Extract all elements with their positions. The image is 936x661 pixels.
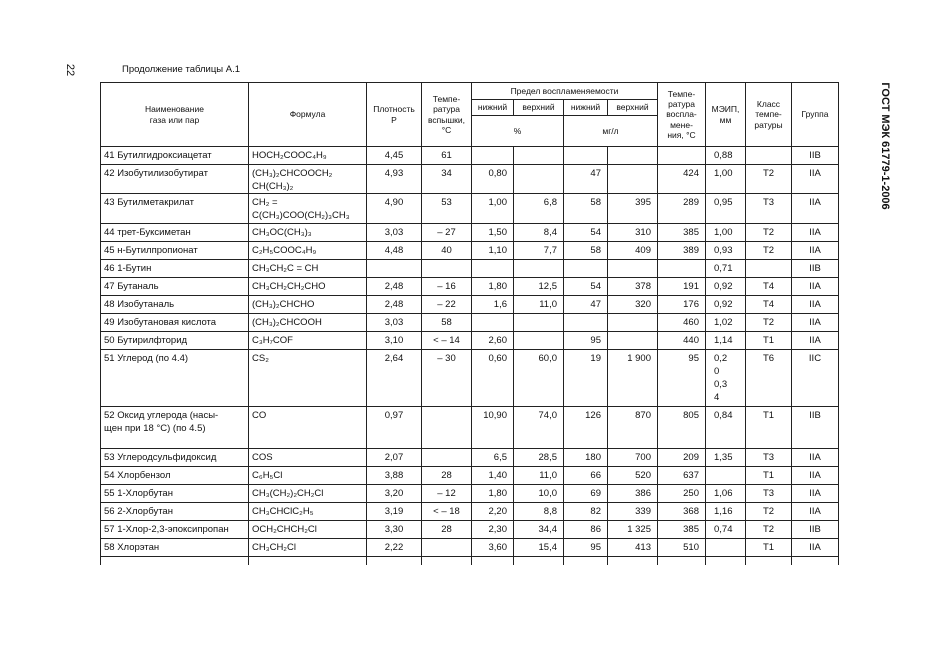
row-lower-mgl: 47 bbox=[564, 296, 608, 314]
row-density: 3,10 bbox=[367, 332, 422, 350]
row-formula: C₃H₇COF bbox=[249, 332, 367, 350]
row-temp-class: T4 bbox=[746, 296, 792, 314]
row-temp-class: T2 bbox=[746, 242, 792, 260]
row-group: IIA bbox=[792, 467, 839, 485]
row-lower-pct bbox=[472, 260, 514, 278]
table-row bbox=[101, 260, 839, 278]
row-name: 46 1-Бутин bbox=[101, 260, 249, 278]
row-group: IIA bbox=[792, 485, 839, 503]
row-ignition-temp: 289 bbox=[658, 194, 706, 224]
row-ignition-temp: 95 bbox=[658, 350, 706, 407]
row-ignition-temp: 385 bbox=[658, 224, 706, 242]
table-row-empty bbox=[101, 557, 839, 565]
row-density: 4,90 bbox=[367, 194, 422, 224]
row-upper-pct bbox=[514, 260, 564, 278]
row-flash-point: 40 bbox=[422, 242, 472, 260]
table-row bbox=[101, 165, 839, 194]
row-upper-pct: 6,8 bbox=[514, 194, 564, 224]
row-temp-class: T4 bbox=[746, 278, 792, 296]
row-flash-point: – 12 bbox=[422, 485, 472, 503]
header-name: Наименование газа или пар bbox=[101, 83, 249, 147]
row-temp-class: T2 bbox=[746, 224, 792, 242]
row-upper-mgl: 378 bbox=[608, 278, 658, 296]
row-lower-pct: 1,00 bbox=[472, 194, 514, 224]
row-upper-mgl: 413 bbox=[608, 539, 658, 557]
row-name: 45 н-Бутилпропионат bbox=[101, 242, 249, 260]
table-row bbox=[101, 278, 839, 296]
row-mesg: 1,35 bbox=[706, 449, 746, 467]
row-formula: CH₃CHClC₂H₅ bbox=[249, 503, 367, 521]
row-density: 3,19 bbox=[367, 503, 422, 521]
row-group: IIA bbox=[792, 242, 839, 260]
row-upper-mgl: 870 bbox=[608, 407, 658, 449]
row-upper-pct bbox=[514, 314, 564, 332]
row-ignition-temp: 805 bbox=[658, 407, 706, 449]
row-density: 0,97 bbox=[367, 407, 422, 449]
row-upper-pct bbox=[514, 147, 564, 165]
row-formula: (CH₃)₂CHCOOCH₂ CH(CH₃)₂ bbox=[249, 165, 367, 194]
row-ignition-temp: 510 bbox=[658, 539, 706, 557]
row-mesg: 1,16 bbox=[706, 503, 746, 521]
row-mesg: 0,92 bbox=[706, 296, 746, 314]
row-lower-pct: 0,80 bbox=[472, 165, 514, 194]
row-group: IIВ bbox=[792, 521, 839, 539]
table-row bbox=[101, 449, 839, 467]
row-flash-point bbox=[422, 539, 472, 557]
row-upper-pct bbox=[514, 165, 564, 194]
row-flash-point: < – 18 bbox=[422, 503, 472, 521]
row-formula: CH₃(CH₂)₂CH₂Cl bbox=[249, 485, 367, 503]
row-mesg: 0,74 bbox=[706, 521, 746, 539]
empty-cell bbox=[472, 557, 514, 565]
row-ignition-temp: 209 bbox=[658, 449, 706, 467]
header-upper-pct: верхний bbox=[514, 100, 564, 116]
row-flash-point: 28 bbox=[422, 467, 472, 485]
row-name: 53 Углеродсульфидоксид bbox=[101, 449, 249, 467]
row-flash-point: 28 bbox=[422, 521, 472, 539]
row-ignition-temp: 176 bbox=[658, 296, 706, 314]
table-row bbox=[101, 521, 839, 539]
row-ignition-temp: 389 bbox=[658, 242, 706, 260]
table-row bbox=[101, 350, 839, 407]
row-upper-mgl bbox=[608, 314, 658, 332]
row-formula: CH₃CH₂CH₂CHO bbox=[249, 278, 367, 296]
gas-properties-table bbox=[100, 82, 839, 565]
row-lower-pct: 1,50 bbox=[472, 224, 514, 242]
row-density bbox=[367, 260, 422, 278]
row-name: 52 Оксид углерода (насы- щен при 18 °С) (по 4.5) bbox=[101, 407, 249, 449]
row-mesg: 1,14 bbox=[706, 332, 746, 350]
row-density: 4,48 bbox=[367, 242, 422, 260]
row-flash-point: 53 bbox=[422, 194, 472, 224]
row-group: IIВ bbox=[792, 147, 839, 165]
row-mesg: 0,95 bbox=[706, 194, 746, 224]
row-group: IIA bbox=[792, 165, 839, 194]
row-lower-pct: 6,5 bbox=[472, 449, 514, 467]
row-lower-mgl: 66 bbox=[564, 467, 608, 485]
row-upper-pct: 11,0 bbox=[514, 467, 564, 485]
empty-cell bbox=[101, 557, 249, 565]
row-name: 56 2-Хлорбутан bbox=[101, 503, 249, 521]
row-name: 57 1-Хлор-2,3-эпоксипропан bbox=[101, 521, 249, 539]
row-formula: (CH₃)₂CHCOOH bbox=[249, 314, 367, 332]
row-group: IIA bbox=[792, 278, 839, 296]
table-row bbox=[101, 407, 839, 449]
header-ignition-temp: Темпе- ратура воспла- мене- ния, °С bbox=[658, 83, 706, 147]
row-group: IIВ bbox=[792, 407, 839, 449]
row-mesg bbox=[706, 539, 746, 557]
row-lower-mgl: 58 bbox=[564, 194, 608, 224]
row-flash-point bbox=[422, 260, 472, 278]
row-name: 44 трет-Буксиметан bbox=[101, 224, 249, 242]
row-upper-mgl: 310 bbox=[608, 224, 658, 242]
row-lower-mgl: 86 bbox=[564, 521, 608, 539]
row-group: IIC bbox=[792, 350, 839, 407]
row-lower-mgl: 95 bbox=[564, 539, 608, 557]
table-row bbox=[101, 224, 839, 242]
table-row bbox=[101, 147, 839, 165]
page-number: 22 bbox=[64, 63, 77, 77]
row-flash-point: 58 bbox=[422, 314, 472, 332]
row-temp-class: T6 bbox=[746, 350, 792, 407]
row-mesg: 1,06 bbox=[706, 485, 746, 503]
row-formula: C₆H₅Cl bbox=[249, 467, 367, 485]
row-name: 48 Изобутаналь bbox=[101, 296, 249, 314]
row-lower-pct: 1,80 bbox=[472, 485, 514, 503]
row-mesg bbox=[706, 467, 746, 485]
row-temp-class: T1 bbox=[746, 332, 792, 350]
row-upper-mgl: 700 bbox=[608, 449, 658, 467]
row-flash-point: – 22 bbox=[422, 296, 472, 314]
row-ignition-temp bbox=[658, 147, 706, 165]
row-name: 58 Хлорэтан bbox=[101, 539, 249, 557]
header-group: Группа bbox=[792, 83, 839, 147]
empty-cell bbox=[792, 557, 839, 565]
row-lower-mgl: 180 bbox=[564, 449, 608, 467]
row-formula: C₂H₅COOC₄H₉ bbox=[249, 242, 367, 260]
table-row bbox=[101, 296, 839, 314]
header-upper-mgl: верхний bbox=[608, 100, 658, 116]
row-group: IIA bbox=[792, 539, 839, 557]
row-group: IIA bbox=[792, 449, 839, 467]
row-formula: CH₃CH₂C = CH bbox=[249, 260, 367, 278]
row-upper-pct: 60,0 bbox=[514, 350, 564, 407]
table-row bbox=[101, 503, 839, 521]
row-flash-point bbox=[422, 407, 472, 449]
row-upper-mgl bbox=[608, 165, 658, 194]
row-temp-class: T2 bbox=[746, 314, 792, 332]
row-density: 4,45 bbox=[367, 147, 422, 165]
empty-cell bbox=[706, 557, 746, 565]
empty-cell bbox=[608, 557, 658, 565]
row-lower-pct: 1,10 bbox=[472, 242, 514, 260]
row-upper-mgl: 395 bbox=[608, 194, 658, 224]
row-upper-mgl: 1 325 bbox=[608, 521, 658, 539]
row-group: IIA bbox=[792, 332, 839, 350]
header-mesg: МЭИП, мм bbox=[706, 83, 746, 147]
row-lower-mgl: 54 bbox=[564, 278, 608, 296]
row-mesg: 0,84 bbox=[706, 407, 746, 449]
row-mesg: 1,00 bbox=[706, 224, 746, 242]
row-flash-point: < – 14 bbox=[422, 332, 472, 350]
row-upper-pct: 34,4 bbox=[514, 521, 564, 539]
row-group: IIA bbox=[792, 194, 839, 224]
row-name: 43 Бутилметакрилат bbox=[101, 194, 249, 224]
row-upper-pct: 7,7 bbox=[514, 242, 564, 260]
row-ignition-temp: 460 bbox=[658, 314, 706, 332]
row-temp-class: T1 bbox=[746, 407, 792, 449]
row-lower-pct: 10,90 bbox=[472, 407, 514, 449]
row-density: 4,93 bbox=[367, 165, 422, 194]
row-lower-mgl bbox=[564, 260, 608, 278]
header-lower-mgl: нижний bbox=[564, 100, 608, 116]
row-upper-mgl bbox=[608, 260, 658, 278]
row-lower-pct: 0,60 bbox=[472, 350, 514, 407]
row-lower-mgl: 19 bbox=[564, 350, 608, 407]
header-density: Плотность P bbox=[367, 83, 422, 147]
header-formula: Формула bbox=[249, 83, 367, 147]
row-upper-mgl: 320 bbox=[608, 296, 658, 314]
row-formula: CH₂ = C(CH₃)COO(CH₂)₃CH₃ bbox=[249, 194, 367, 224]
row-formula: (CH₃)₂CHCHO bbox=[249, 296, 367, 314]
row-mesg: 0,71 bbox=[706, 260, 746, 278]
row-mesg: 0,92 bbox=[706, 278, 746, 296]
row-formula: CH₃CH₂Cl bbox=[249, 539, 367, 557]
row-upper-pct: 8,8 bbox=[514, 503, 564, 521]
row-temp-class bbox=[746, 260, 792, 278]
row-density: 2,64 bbox=[367, 350, 422, 407]
row-upper-mgl bbox=[608, 147, 658, 165]
row-upper-pct: 28,5 bbox=[514, 449, 564, 467]
row-group: IIВ bbox=[792, 260, 839, 278]
row-mesg: 0,88 bbox=[706, 147, 746, 165]
row-upper-mgl: 339 bbox=[608, 503, 658, 521]
empty-cell bbox=[746, 557, 792, 565]
row-density: 3,30 bbox=[367, 521, 422, 539]
row-name: 49 Изобутановая кислота bbox=[101, 314, 249, 332]
table-row bbox=[101, 332, 839, 350]
row-temp-class: T2 bbox=[746, 503, 792, 521]
row-formula: CH₃OC(CH₃)₃ bbox=[249, 224, 367, 242]
row-density: 3,20 bbox=[367, 485, 422, 503]
row-lower-mgl bbox=[564, 147, 608, 165]
row-upper-mgl bbox=[608, 332, 658, 350]
row-temp-class: T3 bbox=[746, 449, 792, 467]
row-density: 2,48 bbox=[367, 278, 422, 296]
row-flash-point: 61 bbox=[422, 147, 472, 165]
row-name: 55 1-Хлорбутан bbox=[101, 485, 249, 503]
row-lower-mgl: 54 bbox=[564, 224, 608, 242]
row-temp-class: T2 bbox=[746, 521, 792, 539]
table-caption: Продолжение таблицы А.1 bbox=[122, 64, 241, 75]
row-flash-point bbox=[422, 449, 472, 467]
row-lower-mgl: 69 bbox=[564, 485, 608, 503]
row-density: 3,88 bbox=[367, 467, 422, 485]
row-lower-pct: 2,20 bbox=[472, 503, 514, 521]
row-density: 2,48 bbox=[367, 296, 422, 314]
row-lower-mgl: 58 bbox=[564, 242, 608, 260]
row-mesg: 1,00 bbox=[706, 165, 746, 194]
row-lower-pct: 1,6 bbox=[472, 296, 514, 314]
table-row bbox=[101, 194, 839, 224]
header-temp-class: Класс темпе- ратуры bbox=[746, 83, 792, 147]
empty-cell bbox=[658, 557, 706, 565]
row-temp-class: T2 bbox=[746, 165, 792, 194]
row-formula: CS₂ bbox=[249, 350, 367, 407]
row-lower-pct: 2,60 bbox=[472, 332, 514, 350]
row-group: IIA bbox=[792, 314, 839, 332]
row-formula: OCH₂CHCH₂Cl bbox=[249, 521, 367, 539]
empty-cell bbox=[249, 557, 367, 565]
row-lower-pct: 2,30 bbox=[472, 521, 514, 539]
empty-cell bbox=[514, 557, 564, 565]
row-flash-point: – 16 bbox=[422, 278, 472, 296]
table-row bbox=[101, 242, 839, 260]
table-row bbox=[101, 467, 839, 485]
row-group: IIA bbox=[792, 503, 839, 521]
row-mesg: 1,02 bbox=[706, 314, 746, 332]
row-name: 47 Бутаналь bbox=[101, 278, 249, 296]
row-name: 54 Хлорбензол bbox=[101, 467, 249, 485]
row-formula: CO bbox=[249, 407, 367, 449]
row-density: 2,22 bbox=[367, 539, 422, 557]
row-lower-pct bbox=[472, 147, 514, 165]
row-upper-pct: 15,4 bbox=[514, 539, 564, 557]
header-lower-pct: нижний bbox=[472, 100, 514, 116]
row-temp-class: T3 bbox=[746, 194, 792, 224]
row-lower-mgl bbox=[564, 314, 608, 332]
row-upper-pct: 11,0 bbox=[514, 296, 564, 314]
table-row bbox=[101, 314, 839, 332]
row-ignition-temp: 368 bbox=[658, 503, 706, 521]
row-upper-pct: 74,0 bbox=[514, 407, 564, 449]
row-upper-mgl: 409 bbox=[608, 242, 658, 260]
row-lower-mgl: 126 bbox=[564, 407, 608, 449]
row-mesg: 0,2 0 0,3 4 bbox=[706, 350, 746, 407]
row-group: IIA bbox=[792, 224, 839, 242]
row-ignition-temp: 440 bbox=[658, 332, 706, 350]
empty-cell bbox=[367, 557, 422, 565]
table-row bbox=[101, 485, 839, 503]
row-temp-class: T1 bbox=[746, 539, 792, 557]
row-ignition-temp: 250 bbox=[658, 485, 706, 503]
row-upper-pct: 8,4 bbox=[514, 224, 564, 242]
row-formula: HOCH₂COOC₄H₉ bbox=[249, 147, 367, 165]
row-name: 41 Бутилгидроксиацетат bbox=[101, 147, 249, 165]
row-ignition-temp: 424 bbox=[658, 165, 706, 194]
empty-cell bbox=[422, 557, 472, 565]
row-temp-class: T3 bbox=[746, 485, 792, 503]
row-upper-pct: 12,5 bbox=[514, 278, 564, 296]
row-upper-mgl: 386 bbox=[608, 485, 658, 503]
header-percent-unit: % bbox=[472, 116, 564, 147]
header-mgl-unit: мг/л bbox=[564, 116, 658, 147]
row-name: 42 Изобутилизобутират bbox=[101, 165, 249, 194]
row-upper-pct bbox=[514, 332, 564, 350]
row-ignition-temp: 385 bbox=[658, 521, 706, 539]
row-lower-mgl: 82 bbox=[564, 503, 608, 521]
empty-cell bbox=[564, 557, 608, 565]
header-flammability-limits: Предел воспламеняемости bbox=[472, 83, 658, 100]
row-formula: COS bbox=[249, 449, 367, 467]
running-header: ГОСТ МЭК 61779-1-2006 bbox=[879, 82, 891, 210]
row-density: 3,03 bbox=[367, 314, 422, 332]
row-upper-pct: 10,0 bbox=[514, 485, 564, 503]
row-lower-pct bbox=[472, 314, 514, 332]
header-flash-point: Темпе- ратура вспышки, °С bbox=[422, 83, 472, 147]
row-temp-class: T1 bbox=[746, 467, 792, 485]
row-lower-mgl: 95 bbox=[564, 332, 608, 350]
row-density: 2,07 bbox=[367, 449, 422, 467]
row-upper-mgl: 1 900 bbox=[608, 350, 658, 407]
row-flash-point: 34 bbox=[422, 165, 472, 194]
row-lower-mgl: 47 bbox=[564, 165, 608, 194]
table-row bbox=[101, 539, 839, 557]
row-name: 51 Углерод (по 4.4) bbox=[101, 350, 249, 407]
row-density: 3,03 bbox=[367, 224, 422, 242]
row-lower-pct: 3,60 bbox=[472, 539, 514, 557]
row-group: IIA bbox=[792, 296, 839, 314]
row-temp-class bbox=[746, 147, 792, 165]
row-upper-mgl: 520 bbox=[608, 467, 658, 485]
row-ignition-temp: 637 bbox=[658, 467, 706, 485]
row-mesg: 0,93 bbox=[706, 242, 746, 260]
row-flash-point: – 27 bbox=[422, 224, 472, 242]
row-ignition-temp bbox=[658, 260, 706, 278]
row-lower-pct: 1,40 bbox=[472, 467, 514, 485]
row-lower-pct: 1,80 bbox=[472, 278, 514, 296]
row-name: 50 Бутирилфторид bbox=[101, 332, 249, 350]
row-ignition-temp: 191 bbox=[658, 278, 706, 296]
row-flash-point: – 30 bbox=[422, 350, 472, 407]
